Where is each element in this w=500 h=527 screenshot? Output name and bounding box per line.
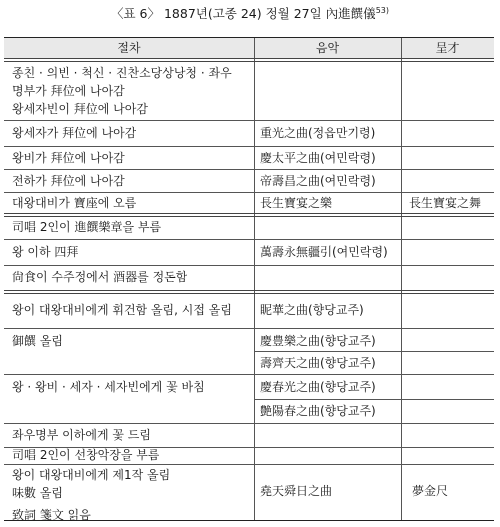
music-cell: 壽齊天之曲(향당교주) — [260, 356, 376, 370]
dance-cell: 長生寶宴之舞 — [409, 196, 482, 210]
procedure-cell: 司唱 2인이 進饌樂章을 부름 — [12, 220, 162, 234]
row-rule — [4, 239, 494, 240]
row-rule — [4, 328, 494, 329]
header-procedure: 절차 — [4, 38, 254, 58]
caption-footnote: 53) — [375, 5, 389, 15]
procedure-cell: 왕이 대왕대비에게 제1작 올림 味數 올림 致詞 箋文 읽음 — [12, 468, 171, 522]
procedure-cell: 좌우명부 이하에게 꽃 드림 — [12, 428, 151, 442]
row-rule — [4, 213, 494, 217]
music-cell: 眤華之曲(향당교주) — [260, 303, 364, 317]
procedure-cell: 왕 · 왕비 · 세자 · 세자빈에게 꽃 바침 — [12, 380, 205, 394]
procedure-cell: 왕이 대왕대비에게 휘건함 올림, 시접 올림 — [12, 303, 232, 317]
procedure-cell: 대왕대비가 寶座에 오름 — [12, 196, 137, 210]
dance-cell: 夢金尺 — [412, 484, 449, 498]
table-caption — [0, 4, 500, 24]
music-cell: 艶陽春之曲(향당교주) — [260, 404, 376, 418]
row-rule — [4, 120, 494, 121]
music-cell: 萬壽永無疆引(여민락령) — [260, 245, 388, 259]
procedure-cell: 왕비가 拜位에 나아감 — [12, 151, 125, 165]
row-rule — [254, 399, 494, 400]
row-rule — [4, 265, 494, 266]
music-cell: 堯天舜日之曲 — [260, 484, 333, 498]
procedure-cell: 尙食이 수주정에서 酒器를 정돈함 — [12, 270, 188, 284]
procedure-cell: 司唱 2인이 선창악장을 부름 — [12, 448, 160, 462]
music-cell: 慶豊樂之曲(향당교주) — [260, 334, 376, 348]
header-music: 음악 — [254, 38, 401, 58]
row-rule — [4, 169, 494, 170]
header-rule — [4, 58, 494, 62]
caption-text: 〈표 6〉 1887년(고종 24) 정월 27일 內進饌儀 — [110, 6, 376, 21]
row-rule — [254, 351, 494, 352]
music-cell: 重光之曲(정읍만기령) — [260, 126, 376, 140]
music-cell: 慶太平之曲(여민락령) — [260, 151, 376, 165]
music-cell: 帝壽昌之曲(여민락령) — [260, 174, 376, 188]
row-rule — [4, 290, 494, 294]
procedure-cell: 왕세자가 拜位에 나아감 — [12, 126, 137, 140]
row-rule — [4, 192, 494, 193]
procedure-cell: 御饌 올림 — [12, 334, 63, 348]
procedure-cell: 종친 · 의빈 · 척신 · 진찬소당상낭청 · 좌우 명부가 拜位에 나아감 왕세자빈이 拜位에 나아감 — [12, 66, 232, 116]
row-rule — [4, 423, 494, 424]
row-rule — [4, 146, 494, 147]
procedure-cell: 왕 이하 四拜 — [12, 245, 79, 259]
music-cell: 長生寶宴之樂 — [260, 196, 333, 210]
procedure-table — [4, 37, 494, 521]
row-rule — [4, 374, 494, 375]
row-rule — [4, 464, 494, 465]
procedure-cell: 전하가 拜位에 나아감 — [12, 174, 125, 188]
music-cell: 慶春光之曲(향당교주) — [260, 380, 376, 394]
header-dance: 呈才 — [401, 38, 494, 58]
